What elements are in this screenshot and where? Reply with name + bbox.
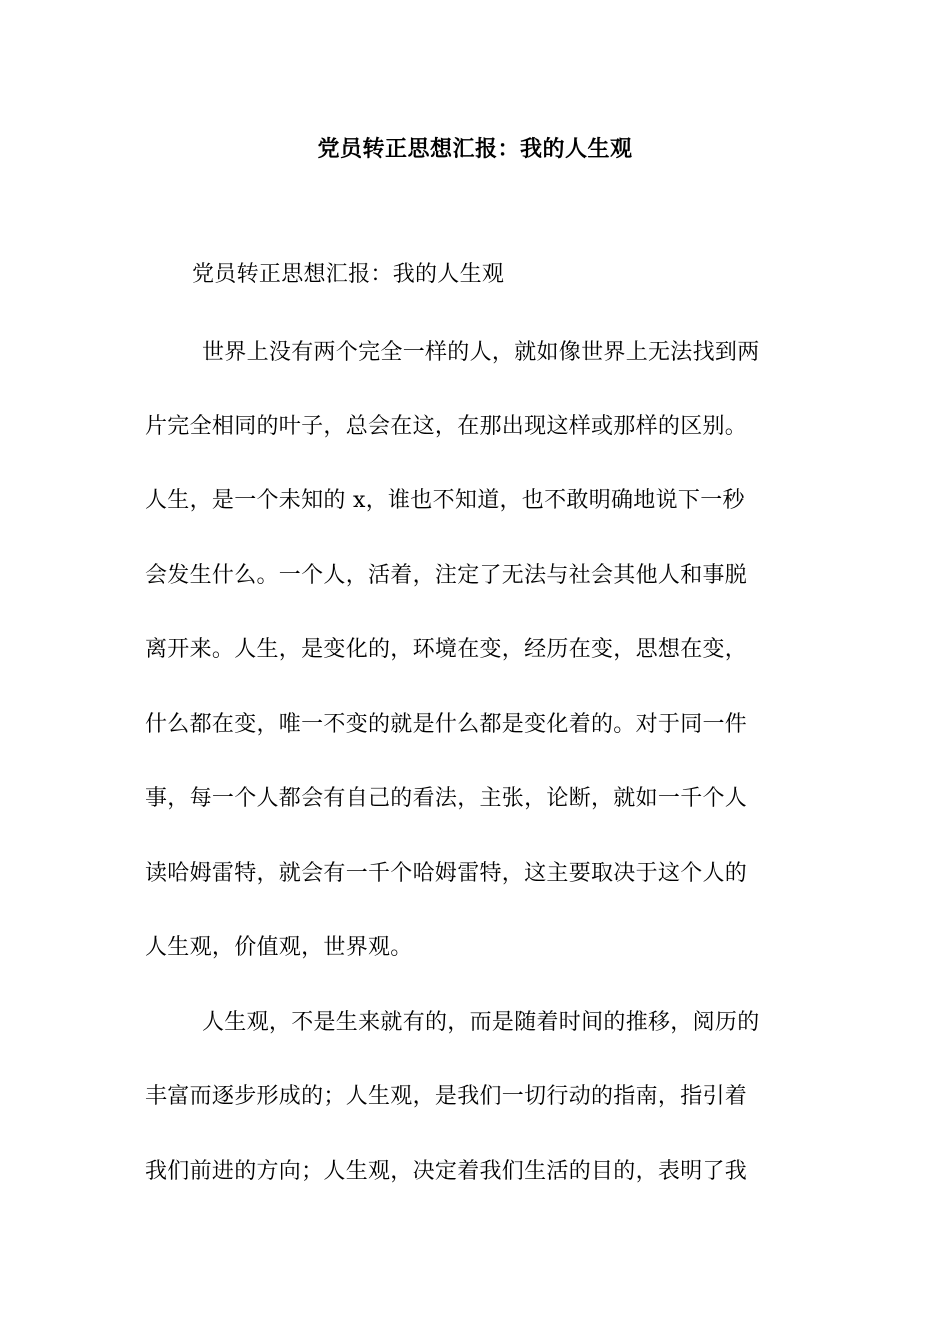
- paragraph-line: 事，每一个人都会有自己的看法，主张，论断，就如一千个人: [145, 786, 748, 811]
- paragraph-line: 读哈姆雷特，就会有一千个哈姆雷特，这主要取决于这个人的: [145, 861, 748, 886]
- paragraph-line: 人生观，不是生来就有的，而是随着时间的推移，阅历的: [202, 1010, 760, 1035]
- paragraph-line: 片完全相同的叶子，总会在这，在那出现这样或那样的区别。: [145, 414, 748, 439]
- document-subtitle: 党员转正思想汇报：我的人生观: [192, 262, 505, 287]
- paragraph-line: 人生，是一个未知的 x，谁也不知道，也不敢明确地说下一秒: [145, 488, 745, 513]
- paragraph-line: 我们前进的方向；人生观，决定着我们生活的目的，表明了我: [145, 1159, 748, 1184]
- paragraph-line: 什么都在变，唯一不变的就是什么都是变化着的。对于同一件: [145, 712, 748, 737]
- paragraph-line: 丰富而逐步形成的；人生观，是我们一切行动的指南，指引着: [145, 1084, 748, 1109]
- paragraph-line: 世界上没有两个完全一样的人，就如像世界上无法找到两: [202, 340, 760, 365]
- document-title: 党员转正思想汇报：我的人生观: [317, 136, 633, 162]
- paragraph-line: 会发生什么。一个人，活着，注定了无法与社会其他人和事脱: [145, 563, 748, 588]
- paragraph-line: 人生观，价值观，世界观。: [145, 935, 413, 960]
- paragraph-line: 离开来。人生，是变化的，环境在变，经历在变，思想在变，: [145, 637, 748, 662]
